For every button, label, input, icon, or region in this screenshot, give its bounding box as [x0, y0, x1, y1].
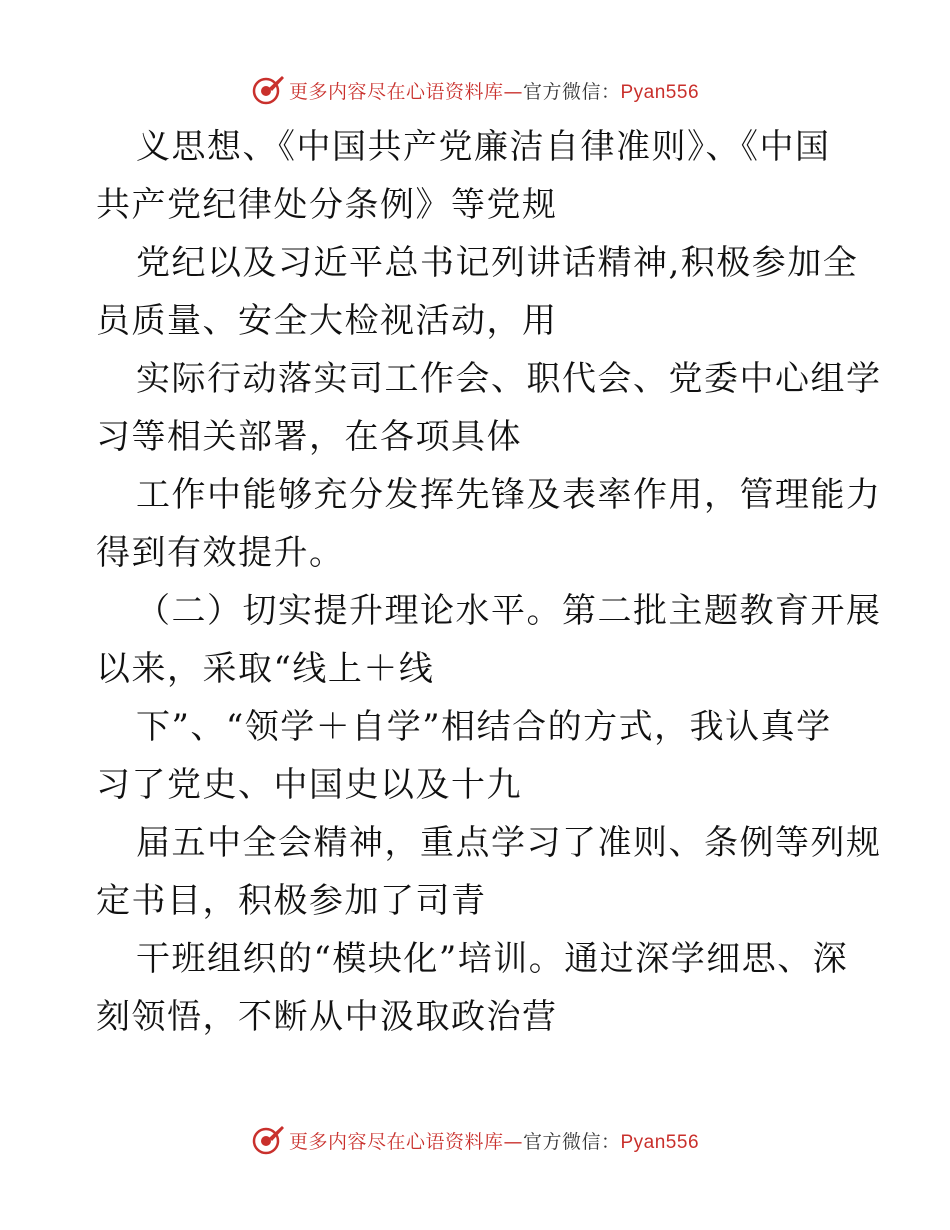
text-line: 刻领悟，不断从中汲取政治营 [96, 997, 558, 1037]
banner-wechat-id: Pyan556 [620, 81, 700, 103]
banner-separator: — [503, 80, 523, 103]
text-line: 共产党纪律处分条例》等党规 [96, 185, 558, 225]
text-line: 以来，采取“线上＋线 [96, 649, 435, 689]
header-banner [0, 70, 950, 110]
text-line: 干班组织的“模块化”培训。通过深学细思、深 [136, 939, 849, 979]
banner-slogan: 更多内容尽在心语资料库 [288, 80, 504, 103]
text-line: （二）切实提升理论水平。第二批主题教育开展 [136, 591, 882, 631]
text-line: 得到有效提升。 [96, 533, 345, 573]
text-line: 实际行动落实司工作会、职代会、党委中心组学 [136, 359, 882, 399]
text-line: 习了党史、中国史以及十九 [96, 765, 522, 805]
text-line: 工作中能够充分发挥先锋及表率作用，管理能力 [136, 475, 882, 515]
text-line: 义思想、《中国共产党廉洁自律准则》、《中国 [136, 127, 831, 167]
brush-logo-icon [251, 1123, 285, 1157]
text-line: 党纪以及习近平总书记列讲话精神,积极参加全 [136, 243, 859, 283]
brush-logo-icon [251, 73, 285, 107]
footer-banner [0, 1120, 950, 1160]
banner-slogan: 更多内容尽在心语资料库 [288, 1130, 504, 1153]
text-line: 定书目，积极参加了司青 [96, 881, 487, 921]
banner-wechat-id: Pyan556 [620, 1131, 700, 1153]
document-body [96, 118, 882, 1046]
banner-wechat-label: 官方微信： [522, 1130, 621, 1153]
text-line: 届五中全会精神，重点学习了准则、条例等列规 [136, 823, 882, 863]
text-line: 下”、“领学＋自学”相结合的方式，我认真学 [136, 707, 832, 747]
banner-wechat-label: 官方微信： [522, 80, 621, 103]
text-line: 习等相关部署，在各项具体 [96, 417, 522, 457]
text-line: 员质量、安全大检视活动，用 [96, 301, 558, 341]
banner-separator: — [503, 1130, 523, 1153]
